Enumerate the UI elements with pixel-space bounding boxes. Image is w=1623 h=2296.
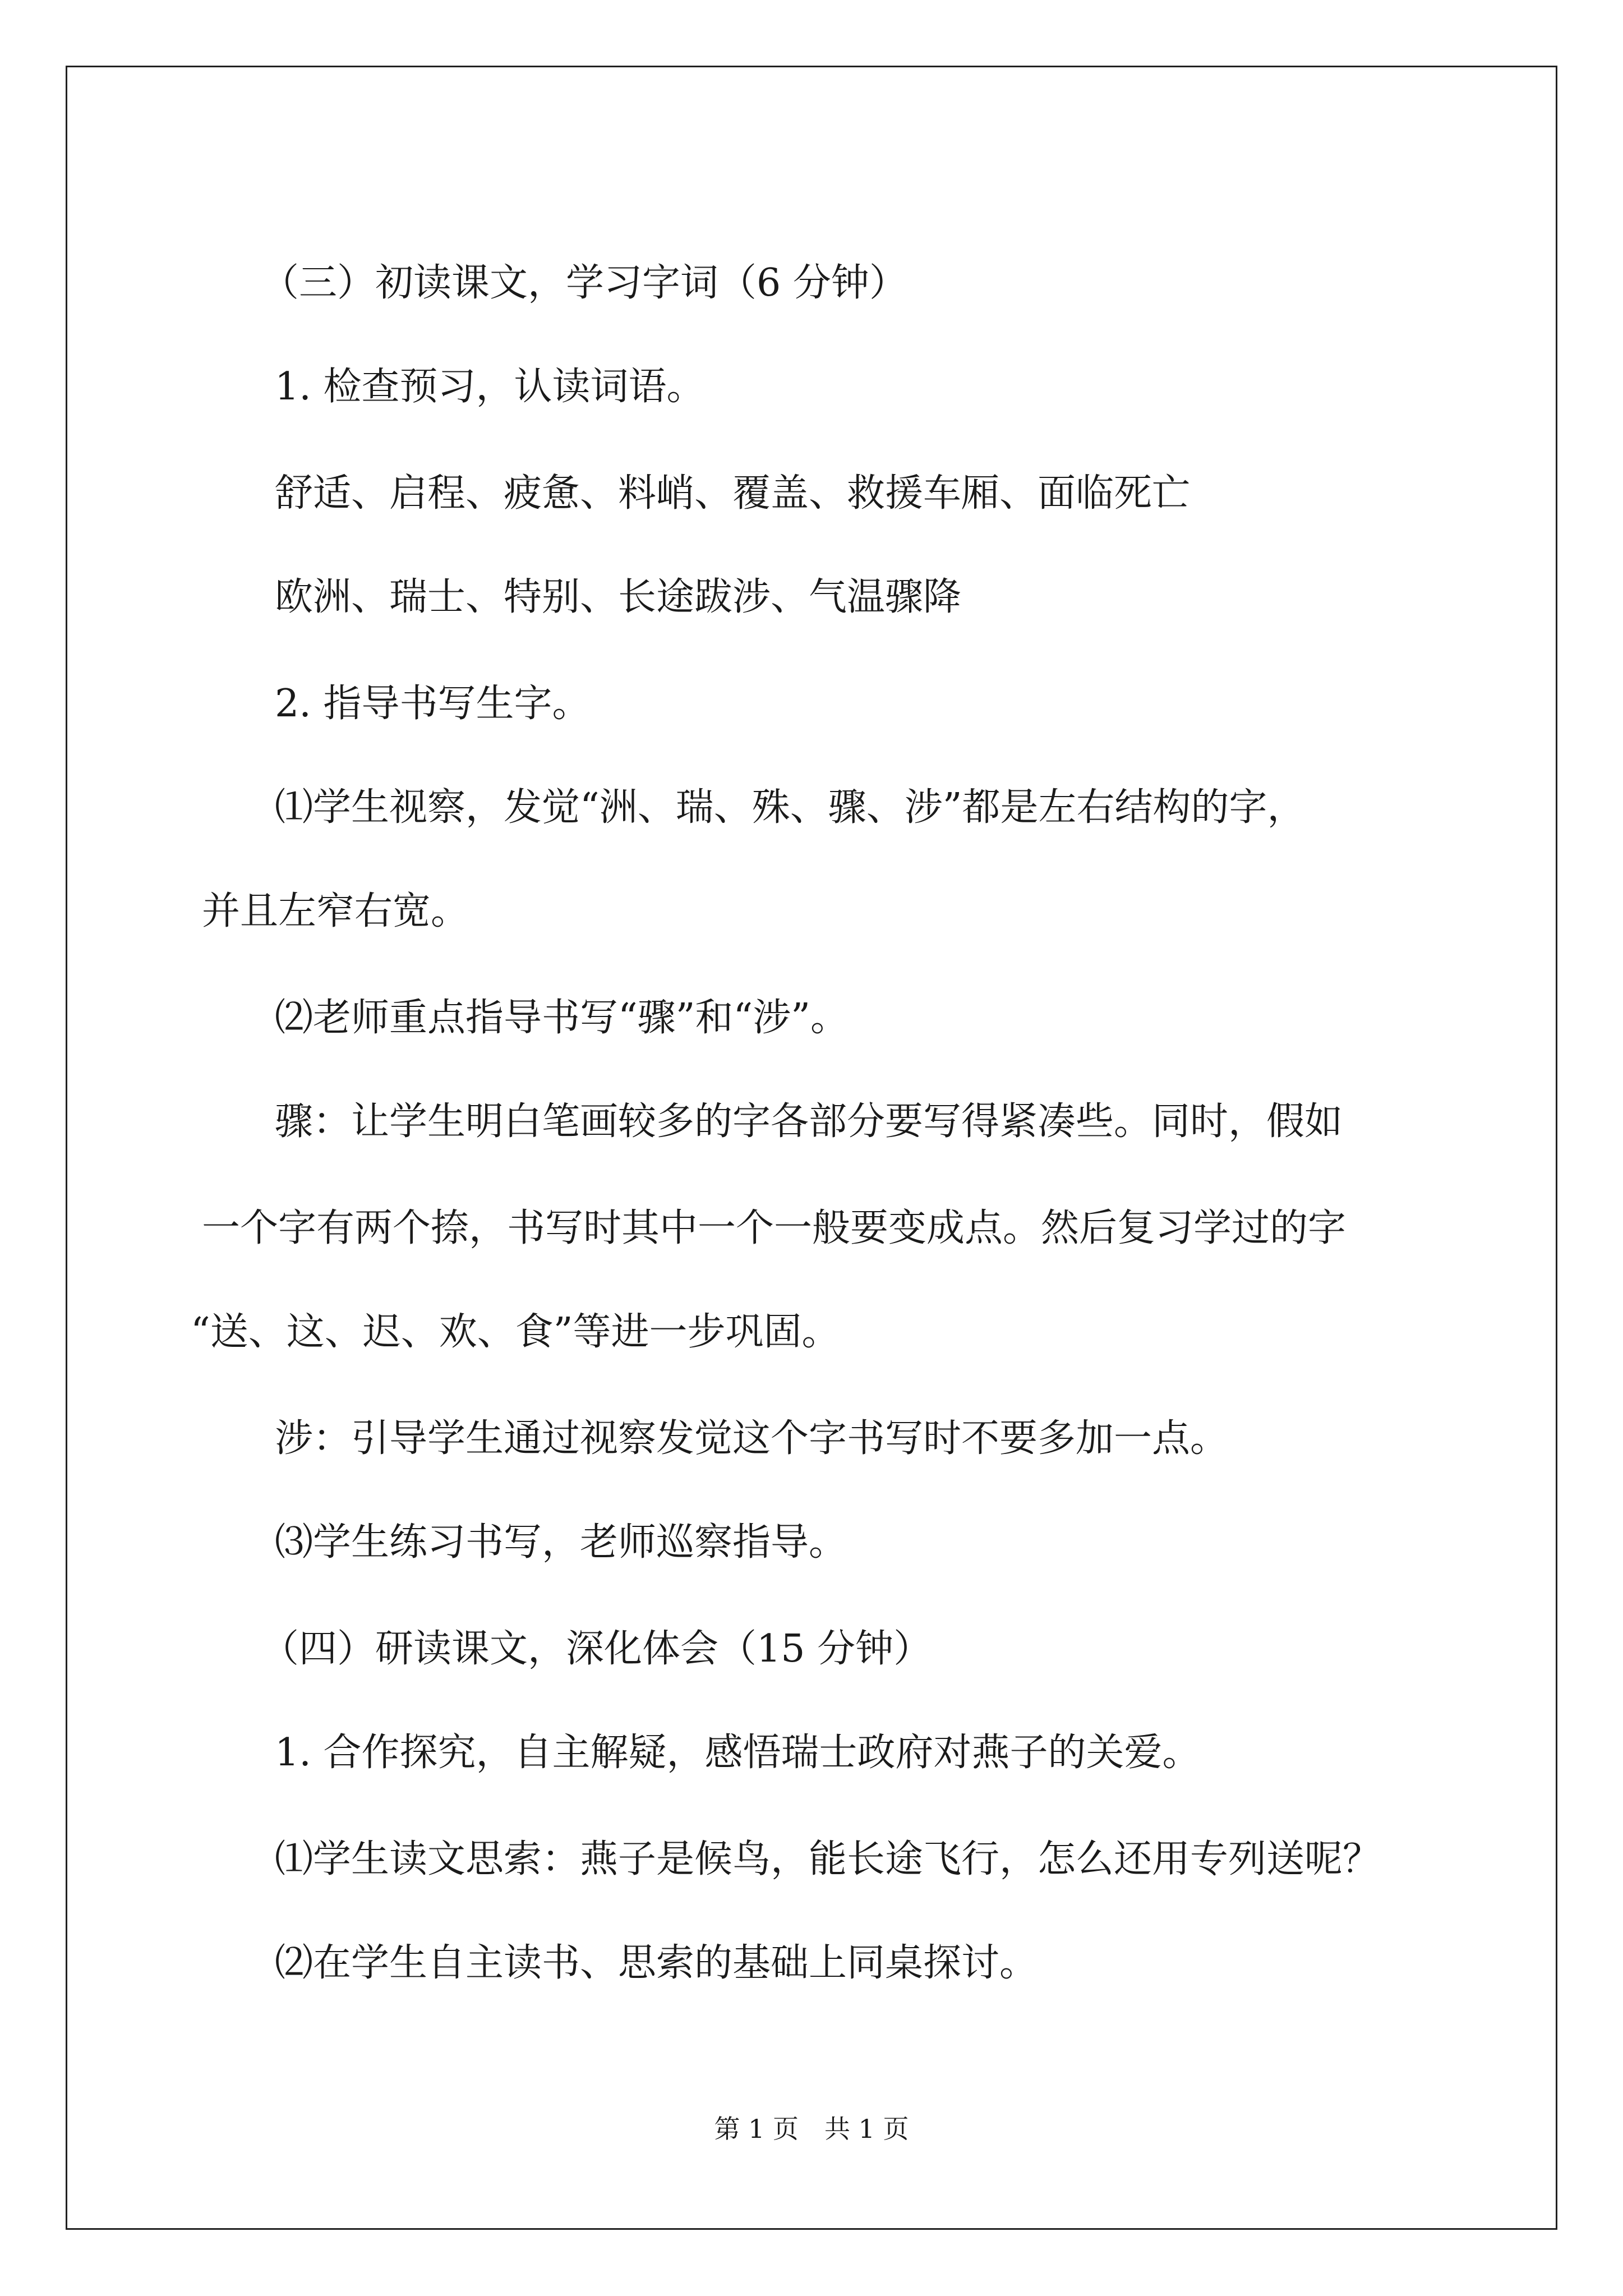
paragraph-line: 骤：让学生明白笔画较多的字各部分要写得紧凑些。同时，假如 xyxy=(275,1099,1343,1144)
paragraph-line: 一个字有两个捺，书写时其中一个一般要变成点。然后复习学过的字 xyxy=(202,1206,1347,1250)
step-heading: 2. 指导书写生字。 xyxy=(275,682,591,726)
document-page xyxy=(66,66,1557,2230)
step-heading: 1. 合作探究，自主解疑，感悟瑞士政府对燕子的关爱。 xyxy=(275,1731,1201,1775)
vocabulary-line: 舒适、启程、疲惫、料峭、覆盖、救援车厢、面临死亡 xyxy=(275,471,1191,516)
section-heading-3: （三）初读课文，学习字词（6 分钟） xyxy=(261,261,907,305)
section-heading-4: （四）研读课文，深化体会（15 分钟） xyxy=(261,1627,932,1671)
paragraph-line: 并且左窄右宽。 xyxy=(202,889,469,933)
page-number-footer: 第 1 页 共 1 页 xyxy=(714,2114,909,2144)
paragraph-line: “送、这、迟、欢、食”等进一步巩固。 xyxy=(191,1310,840,1354)
paragraph-line: ⑶学生练习书写，老师巡察指导。 xyxy=(275,1520,847,1565)
paragraph-line: ⑵在学生自主读书、思索的基础上同桌探讨。 xyxy=(275,1941,1038,1985)
step-heading: 1. 检查预习，认读词语。 xyxy=(275,365,705,409)
paragraph-line: ⑴学生读文思索：燕子是候鸟，能长途飞行，怎么还用专列送呢？ xyxy=(275,1837,1381,1881)
vocabulary-line: 欧洲、瑞士、特别、长途跋涉、气温骤降 xyxy=(275,575,962,619)
paragraph-line: ⑵老师重点指导书写“骤”和“涉”。 xyxy=(275,996,849,1040)
paragraph-line: 涉：引导学生通过视察发觉这个字书写时不要多加一点。 xyxy=(275,1416,1229,1461)
paragraph-line: ⑴学生视察，发觉“洲、瑞、殊、骤、涉”都是左右结构的字， xyxy=(275,785,1306,830)
